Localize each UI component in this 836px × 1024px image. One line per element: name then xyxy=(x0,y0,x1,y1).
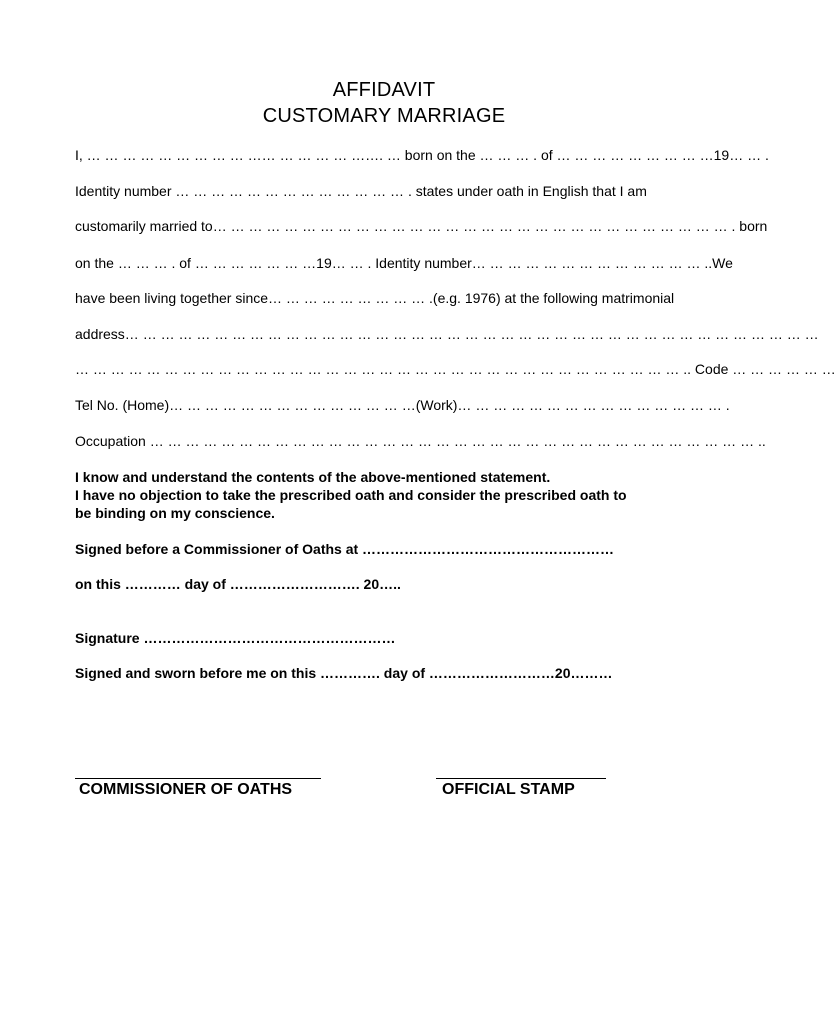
body-line-living-together: have been living together since… … … … … … … … … .(e.g. 1976) at the following matrimonial xyxy=(75,290,675,306)
body-line-occupation: Occupation … … … … … … … … … … … … … … … … … … … … … … … … … … … … … … … … … … .. xyxy=(75,433,766,449)
sworn-before-line: Signed and sworn before me on this …………. day of ………………………20……… xyxy=(75,665,613,681)
statement-line-2: I have no objection to take the prescribed oath and consider the prescribed oath to xyxy=(75,487,627,503)
date-line: on this ………… day of ………………………. 20….. xyxy=(75,576,401,592)
statement-line-1: I know and understand the contents of the above-mentioned statement. xyxy=(75,469,551,485)
body-line-identity: Identity number … … … … … … … … … … … … … . states under oath in English that I am xyxy=(75,183,647,199)
body-line-married-to: customarily married to… … … … … … … … … … … … … … … … … … … … … … … … … … … … … . born xyxy=(75,218,768,234)
signed-before-line: Signed before a Commissioner of Oaths at ……………………………………………… xyxy=(75,541,615,557)
stamp-label: OFFICIAL STAMP xyxy=(442,781,575,798)
commissioner-signature-rule xyxy=(75,778,321,779)
body-line-tel: Tel No. (Home)… … … … … … … … … … … … … …(Work)… … … … … … … … … … … … … … … . xyxy=(75,397,730,413)
body-line-spouse-birth: on the … … … . of … … … … … … …19… … . Identity number… … … … … … … … … … … … … ..We xyxy=(75,255,733,271)
statement-line-3: be binding on my conscience. xyxy=(75,505,275,521)
document-subtitle: CUSTOMARY MARRIAGE xyxy=(262,105,506,127)
body-line-address-code: … … … … … … … … … … … … … … … … … … … … … … … … … … … … … … … … … … .. Code … … … … … … xyxy=(75,361,836,377)
document-title: AFFIDAVIT xyxy=(332,79,436,101)
body-line-name: I, … … … … … … … … … …… … … … … ……. … born on the … … … . of … … … … … … … … …19… … . xyxy=(75,147,769,163)
stamp-rule xyxy=(436,778,606,779)
signature-line: Signature ……………………………………………… xyxy=(75,630,396,646)
body-line-address: address… … … … … … … … … … … … … … … … … … … … … … … … … … … … … … … … … … … … … … … xyxy=(75,326,819,342)
commissioner-label: COMMISSIONER OF OATHS xyxy=(79,781,293,798)
